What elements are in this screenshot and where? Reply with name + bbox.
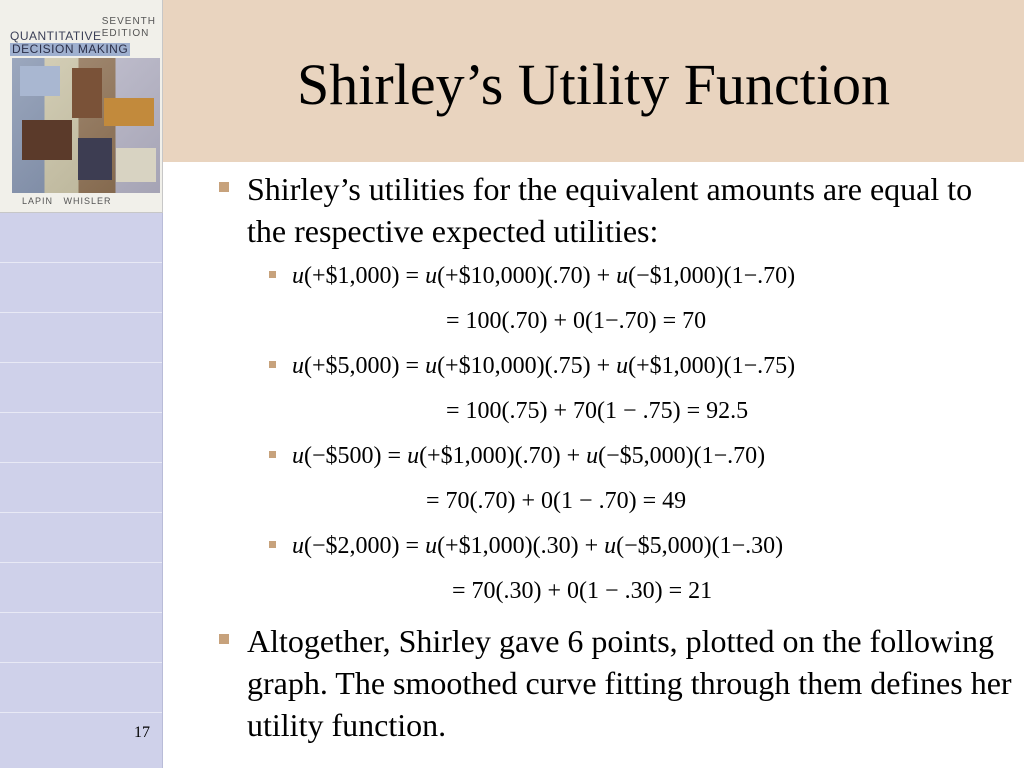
function-symbol: u — [407, 443, 420, 469]
equation-part: (+$1,000) = — [304, 263, 426, 289]
equation-part: (+$1,000)(.70) + — [419, 443, 587, 469]
cover-title-line1: QUANTITATIVE — [10, 29, 102, 43]
function-symbol: u — [425, 263, 438, 289]
function-symbol: u — [292, 443, 304, 469]
sidebar-rule — [0, 362, 162, 363]
sidebar-rule — [0, 562, 162, 563]
slide-number: 17 — [134, 724, 150, 741]
sidebar-rule — [0, 662, 162, 663]
bullet-item — [215, 620, 1015, 746]
equation-part: (−$5,000)(1−.70) — [598, 443, 766, 469]
equation-part: (+$10,000)(.70) + — [437, 263, 617, 289]
sidebar-rule — [0, 462, 162, 463]
sub-bullet-item — [215, 524, 1015, 614]
equation-part: (−$1,000)(1−.70) — [628, 263, 796, 289]
sidebar-rule — [0, 512, 162, 513]
bullet-text: Shirley’s utilities for the equivalent amounts are equal to the respective expected utilities: — [247, 171, 973, 249]
sidebar-rule — [0, 312, 162, 313]
function-symbol: u — [616, 353, 629, 379]
function-symbol: u — [586, 443, 599, 469]
cover-artwork — [12, 58, 160, 193]
slide-title: Shirley’s Utility Function — [297, 52, 890, 117]
cover-art-block — [72, 68, 102, 118]
cover-art-block — [20, 66, 60, 96]
equation-continuation: = 100(.75) + 70(1 − .75) = 92.5 — [446, 398, 749, 424]
equation-part: (+$5,000) = — [304, 353, 426, 379]
bullet-square-icon — [269, 271, 276, 278]
cover-edition-line2: EDITION — [101, 28, 150, 39]
bullet-square-icon — [269, 451, 276, 458]
function-symbol: u — [292, 353, 304, 379]
equation-continuation: = 70(.30) + 0(1 − .30) = 21 — [452, 578, 713, 604]
function-symbol: u — [425, 533, 438, 559]
bullet-square-icon — [219, 182, 229, 192]
equation-part: (−$2,000) = — [304, 533, 426, 559]
equation-part: (−$5,000)(1−.30) — [616, 533, 784, 559]
bullet-square-icon — [269, 541, 276, 548]
bullet-item — [215, 168, 1015, 252]
equation-continuation: = 70(.70) + 0(1 − .70) = 49 — [426, 488, 687, 514]
function-symbol: u — [604, 533, 617, 559]
function-symbol: u — [425, 353, 438, 379]
cover-edition-line1: SEVENTH — [101, 16, 156, 27]
function-symbol: u — [292, 533, 304, 559]
sidebar-rule — [0, 612, 162, 613]
equation-continuation: = 100(.70) + 0(1−.70) = 70 — [446, 308, 707, 334]
bullet-square-icon — [219, 634, 229, 644]
function-symbol: u — [616, 263, 629, 289]
title-band — [163, 0, 1024, 162]
function-symbol: u — [292, 263, 304, 289]
cover-art-block — [104, 98, 154, 126]
equation-part: (+$10,000)(.75) + — [437, 353, 617, 379]
equation-part: (+$1,000)(1−.75) — [628, 353, 796, 379]
equation-part: (+$1,000)(.30) + — [437, 533, 605, 559]
cover-art-block — [116, 148, 156, 182]
bullet-text: Altogether, Shirley gave 6 points, plotted on the following graph. The smoothed curve fitting through them defines her utility function. — [247, 623, 1012, 743]
sidebar-rule — [0, 412, 162, 413]
cover-authors: LAPIN WHISLER — [22, 196, 112, 206]
book-cover-image — [0, 0, 163, 213]
sub-bullet-item — [215, 434, 1015, 524]
sub-bullet-item — [215, 254, 1015, 344]
bullet-square-icon — [269, 361, 276, 368]
cover-title — [10, 30, 130, 56]
cover-art-block — [22, 120, 72, 160]
slide-content — [215, 168, 1015, 748]
sidebar-rule — [0, 712, 162, 713]
sub-bullet-item — [215, 344, 1015, 434]
equation-part: (−$500) = — [304, 443, 408, 469]
sidebar-rule — [0, 262, 162, 263]
cover-title-line2: DECISION MAKING — [12, 42, 129, 56]
cover-art-block — [78, 138, 112, 180]
